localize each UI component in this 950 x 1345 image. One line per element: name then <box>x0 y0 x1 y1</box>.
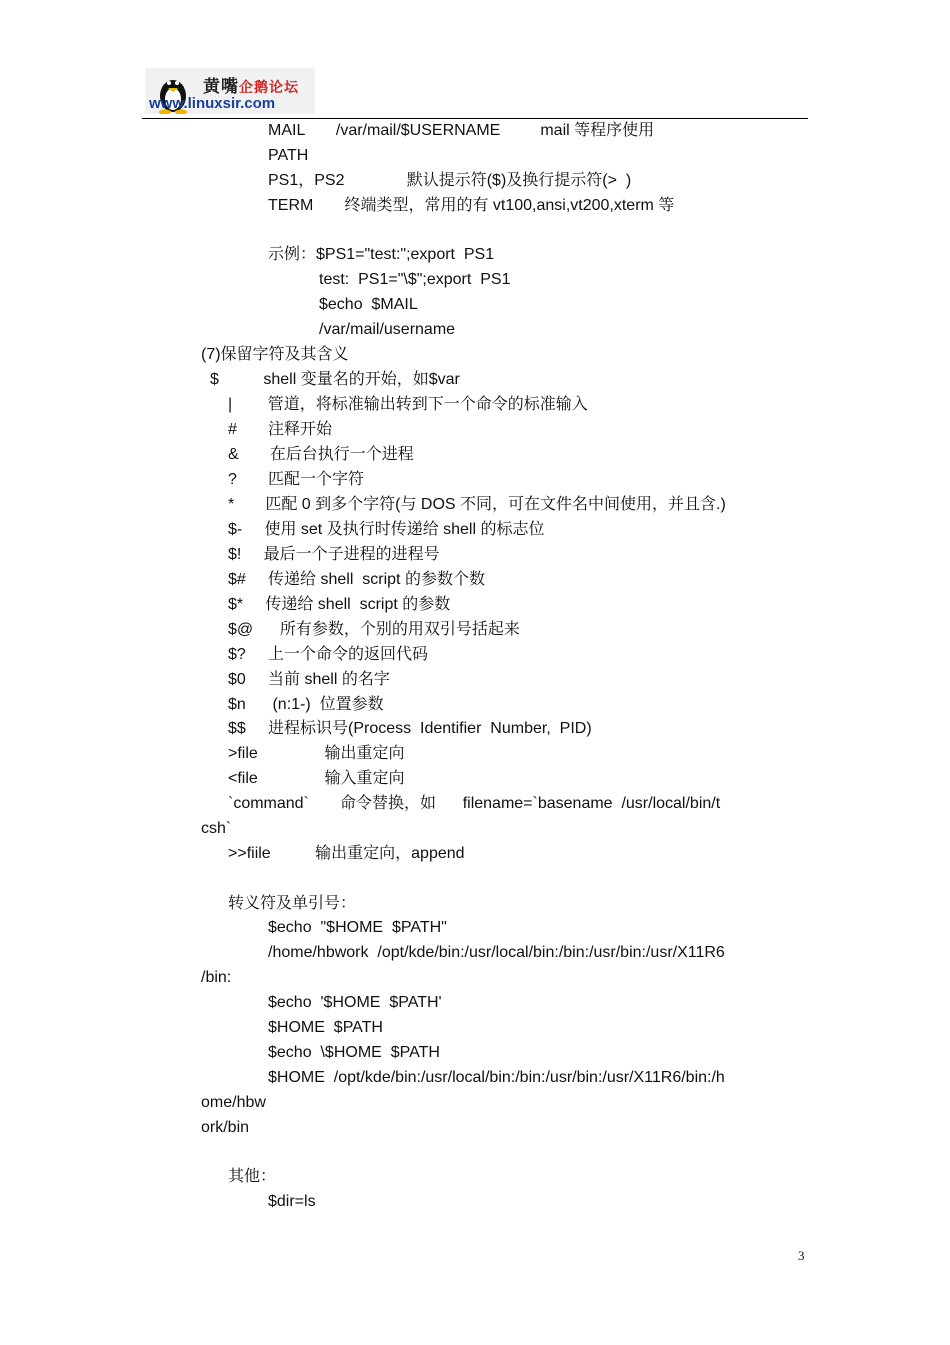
header-rule <box>142 118 808 119</box>
text-line: $$ 进程标识号(Process Identifier Number, PID) <box>228 720 592 737</box>
text-line: $? 上一个命令的返回代码 <box>228 646 429 663</box>
text-line: csh` <box>201 820 232 837</box>
text-line: $ shell 变量名的开始，如$var <box>210 371 460 388</box>
text-line: $! 最后一个子进程的进程号 <box>228 546 440 563</box>
text-line: test: PS1="\$";export PS1 <box>319 271 511 288</box>
text-line: $# 传递给 shell script 的参数个数 <box>228 571 485 588</box>
logo-title <box>203 72 299 97</box>
text-line: >file 输出重定向 <box>228 745 405 762</box>
text-line: PATH <box>268 147 309 164</box>
text-line: $echo "$HOME $PATH" <box>268 919 447 936</box>
text-line: $@ 所有参数，个别的用双引号括起来 <box>228 621 520 638</box>
text-line: /var/mail/username <box>319 321 456 338</box>
text-line: $HOME $PATH <box>268 1019 383 1036</box>
section-heading: (7)保留字符及其含义 <box>201 346 349 363</box>
text-line: `command` 命令替换，如 filename=`basename /usr/local/bin/t <box>228 795 721 812</box>
text-line: $echo $MAIL <box>319 296 418 313</box>
text-line: >>fiile 输出重定向，append <box>228 845 465 862</box>
page-number: 3 <box>798 1248 805 1263</box>
subsection-heading: 其他： <box>228 1168 277 1185</box>
text-line: # 注释开始 <box>228 421 333 438</box>
text-line: MAIL /var/mail/$USERNAME mail 等程序使用 <box>268 122 655 139</box>
text-line: $echo '$HOME $PATH' <box>268 994 442 1011</box>
text-line: TERM 终端类型，常用的有 vt100,ansi,vt200,xterm 等 <box>268 197 675 214</box>
text-line: * 匹配 0 到多个字符(与 DOS 不同，可在文件名中间使用，并且含.) <box>228 496 726 513</box>
text-line: | 管道，将标准输出转到下一个命令的标准输入 <box>228 396 588 413</box>
logo-title-red: 企鹅论坛 <box>239 80 299 96</box>
text-line: ome/hbw <box>201 1094 266 1111</box>
text-line: & 在后台执行一个进程 <box>228 446 414 463</box>
text-line: $- 使用 set 及执行时传递给 shell 的标志位 <box>228 521 545 538</box>
text-line: /bin: <box>201 969 232 986</box>
text-line: $0 当前 shell 的名字 <box>228 671 390 688</box>
text-line: <file 输入重定向 <box>228 770 405 787</box>
text-line: 示例：$PS1="test:";export PS1 <box>268 246 495 263</box>
text-line: /home/hbwork /opt/kde/bin:/usr/local/bin:/bin:/usr/bin:/usr/X11R6 <box>268 944 725 961</box>
text-line: $dir=ls <box>268 1193 316 1210</box>
text-line: $n (n:1-) 位置参数 <box>228 696 384 713</box>
text-line: $HOME /opt/kde/bin:/usr/local/bin:/bin:/usr/bin:/usr/X11R6/bin:/h <box>268 1069 725 1086</box>
subsection-heading: 转义符及单引号： <box>228 895 357 912</box>
text-line: $* 传递给 shell script 的参数 <box>228 596 451 613</box>
logo-url: www.linuxsir.com <box>149 95 276 112</box>
site-logo <box>145 68 315 114</box>
logo-title-black: 黄嘴 <box>203 77 239 97</box>
text-line: ork/bin <box>201 1119 250 1136</box>
text-line: $echo \$HOME $PATH <box>268 1044 440 1061</box>
text-line: ? 匹配一个字符 <box>228 471 365 488</box>
text-line: PS1，PS2 默认提示符($)及换行提示符(> ) <box>268 172 632 189</box>
